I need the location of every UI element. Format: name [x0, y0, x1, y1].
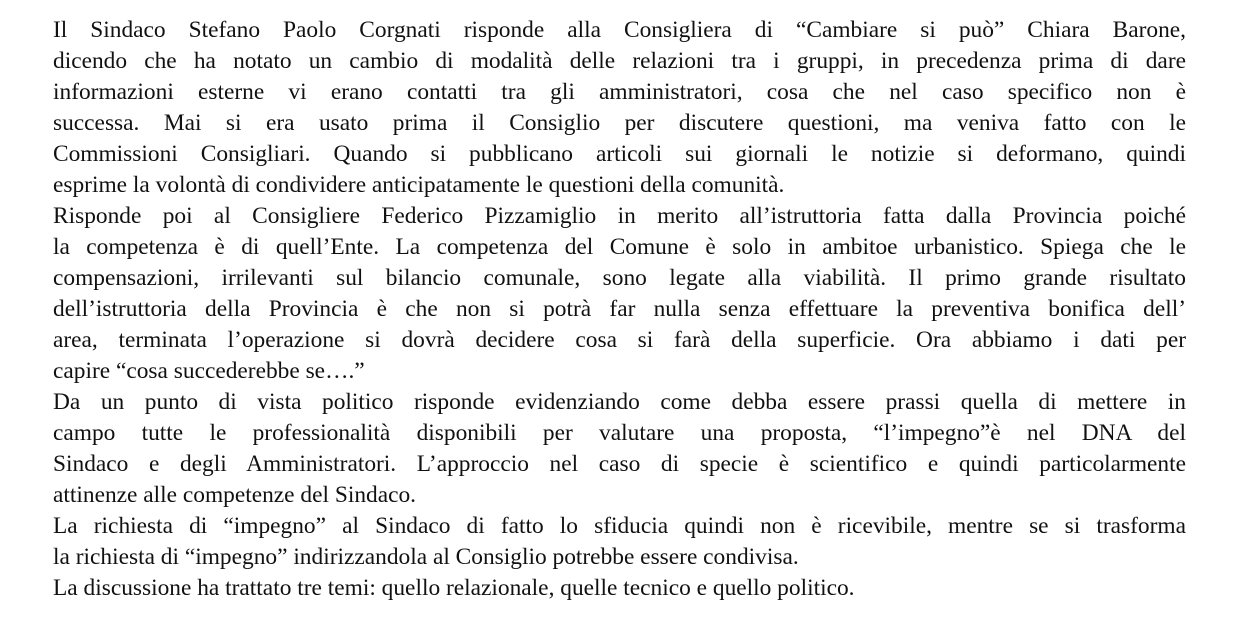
document-body — [53, 15, 1186, 604]
text-line: campo tutte le professionalità disponibili per valutare una proposta, “l’impegno”è nel DNA del — [53, 420, 1186, 446]
text-line: Risponde poi al Consigliere Federico Pizzamiglio in merito all’istruttoria fatta dalla Provincia poiché — [53, 203, 1186, 229]
text-line: esprime la volontà di condividere anticipatamente le questioni della comunità. — [53, 172, 785, 198]
text-line: La richiesta di “impegno” al Sindaco di fatto lo sfiducia quindi non è ricevibile, mentre se si trasforma — [53, 513, 1186, 539]
text-line: Sindaco e degli Amministratori. L’approccio nel caso di specie è scientifico e quindi particolarmente — [53, 451, 1186, 477]
text-line: area, terminata l’operazione si dovrà decidere cosa si farà della superficie. Ora abbiamo i dati per — [53, 327, 1186, 353]
text-line: La discussione ha trattato tre temi: quello relazionale, quelle tecnico e quello politico. — [53, 575, 855, 601]
text-line: Da un punto di vista politico risponde evidenziando come debba essere prassi quella di mettere in — [53, 389, 1186, 415]
text-line: informazioni esterne vi erano contatti tra gli amministratori, cosa che nel caso specifico non è — [53, 79, 1186, 105]
text-line: dicendo che ha notato un cambio di modalità delle relazioni tra i gruppi, in precedenza prima di dare — [53, 48, 1186, 74]
text-line: Commissioni Consigliari. Quando si pubblicano articoli sui giornali le notizie si deformano, quindi — [53, 141, 1186, 167]
text-line: la richiesta di “impegno” indirizzandola al Consiglio potrebbe essere condivisa. — [53, 544, 799, 570]
text-line: dell’istruttoria della Provincia è che non si potrà far nulla senza effettuare la preventiva bonifica dell’ — [53, 296, 1186, 322]
text-line: attinenze alle competenze del Sindaco. — [53, 482, 417, 508]
text-line: compensazioni, irrilevanti sul bilancio comunale, sono legate alla viabilità. Il primo grande risultato — [53, 265, 1186, 291]
text-line: la competenza è di quell’Ente. La competenza del Comune è solo in ambitoe urbanistico. Spiega che le — [53, 234, 1186, 260]
text-line: Il Sindaco Stefano Paolo Corgnati risponde alla Consigliera di “Cambiare si può” Chiara Barone, — [53, 17, 1186, 43]
text-line: successa. Mai si era usato prima il Consiglio per discutere questioni, ma veniva fatto con le — [53, 110, 1186, 136]
text-line: capire “cosa succederebbe se….” — [53, 358, 365, 384]
